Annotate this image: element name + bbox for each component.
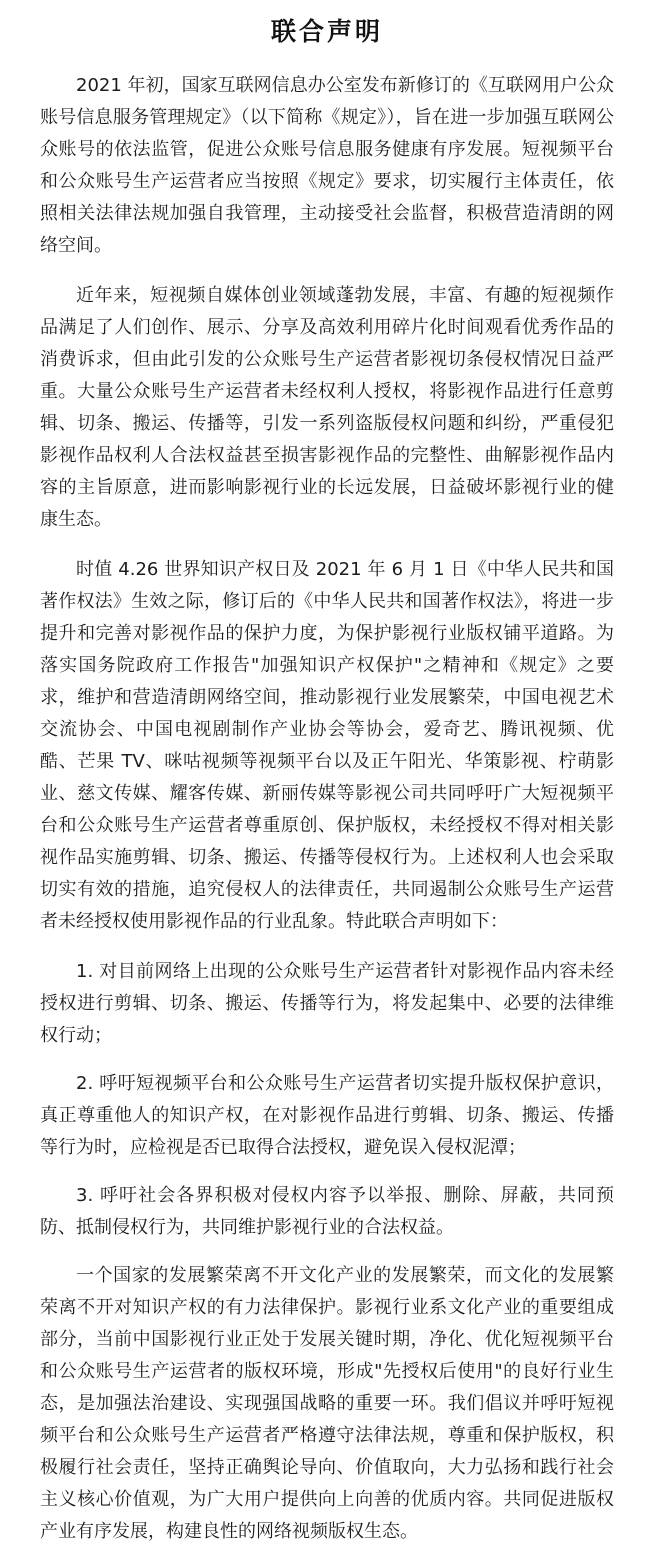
- paragraph-background: 近年来，短视频自媒体创业领域蓬勃发展，丰富、有趣的短视频作品满足了人们创作、展示、分享及高效利用碎片化时间观看优秀作品的消费诉求，但由此引发的公众账号生产运营者影视切条侵权情况日益严重。大量公众账号生产运营者未经权利人授权，将影视作品进行任意剪辑、切条、搬运、传播等，引发一系列盗版侵权问题和纠纷，严重侵犯影视作品权利人合法权益甚至损害影视作品的完整性、曲解影视作品内容的主旨原意，进而影响影视行业的长远发展，日益破坏影视行业的健康生态。: [40, 285, 614, 530]
- paragraph-occasion: 时值 4.26 世界知识产权日及 2021 年 6 月 1 日《中华人民共和国著作权法》生效之际，修订后的《中华人民共和国著作权法》，将进一步提升和完善对影视作品的保护力度，为保护影视行业版权铺平道路。为落实国务院政府工作报告"加强知识产权保护"之精神和《规定》之要求，维护和营造清朗网络空间，推动影视行业发展繁荣，中国电视艺术交流协会、中国电视剧制作产业协会等协会，爱奇艺、腾讯视频、优酷、芒果 TV、咪咕视频等视频平台以及正午阳光、华策影视、柠萌影业、慈文传媒、耀客传媒、新丽传媒等影视公司共同呼吁广大短视频平台和公众账号生产运营者尊重原创、保护版权，未经授权不得对相关影视作品实施剪辑、切条、搬运、传播等侵权行为。上述权利人也会采取切实有效的措施，追究侵权人的法律责任，共同遏制公众账号生产运营者未经授权使用影视作品的行业乱象。特此联合声明如下：: [40, 559, 614, 932]
- document-title: 联合声明: [270, 17, 383, 46]
- statement-item-1: 1. 对目前网络上出现的公众账号生产运营者针对影视作品内容未经授权进行剪辑、切条、搬运、传播等行为，将发起集中、必要的法律维权行动；: [40, 961, 614, 1046]
- statement-item-3: 3. 呼吁社会各界积极对侵权内容予以举报、删除、屏蔽，共同预防、抵制侵权行为，共同维护影视行业的合法权益。: [40, 1185, 614, 1238]
- paragraph-intro: 2021 年初，国家互联网信息办公室发布新修订的《互联网用户公众账号信息服务管理规定》（以下简称《规定》），旨在进一步加强互联网公众账号的依法监管，促进公众账号信息服务健康有序发展。短视频平台和公众账号生产运营者应当按照《规定》要求，切实履行主体责任，依照相关法律法规加强自我管理，主动接受社会监督，积极营造清朗的网络空间。: [40, 75, 614, 256]
- statement-item-2: 2. 呼吁短视频平台和公众账号生产运营者切实提升版权保护意识，真正尊重他人的知识产权，在对影视作品进行剪辑、切条、搬运、传播等行为时，应检视是否已取得合法授权，避免误入侵权泥潭；: [40, 1073, 614, 1158]
- paragraph-conclusion: 一个国家的发展繁荣离不开文化产业的发展繁荣，而文化的发展繁荣离不开对知识产权的有力法律保护。影视行业系文化产业的重要组成部分，当前中国影视行业正处于发展关键时期，净化、优化短视频平台和公众账号生产运营者的版权环境，形成"先授权后使用"的良好行业生态，是加强法治建设、实现强国战略的重要一环。我们倡议并呼吁短视频平台和公众账号生产运营者严格遵守法律法规，尊重和保护版权，积极履行社会责任，坚持正确舆论导向、价值取向，大力弘扬和践行社会主义核心价值观，为广大用户提供向上向善的优质内容。共同促进版权产业有序发展，构建良性的网络视频版权生态。: [40, 1265, 614, 1542]
